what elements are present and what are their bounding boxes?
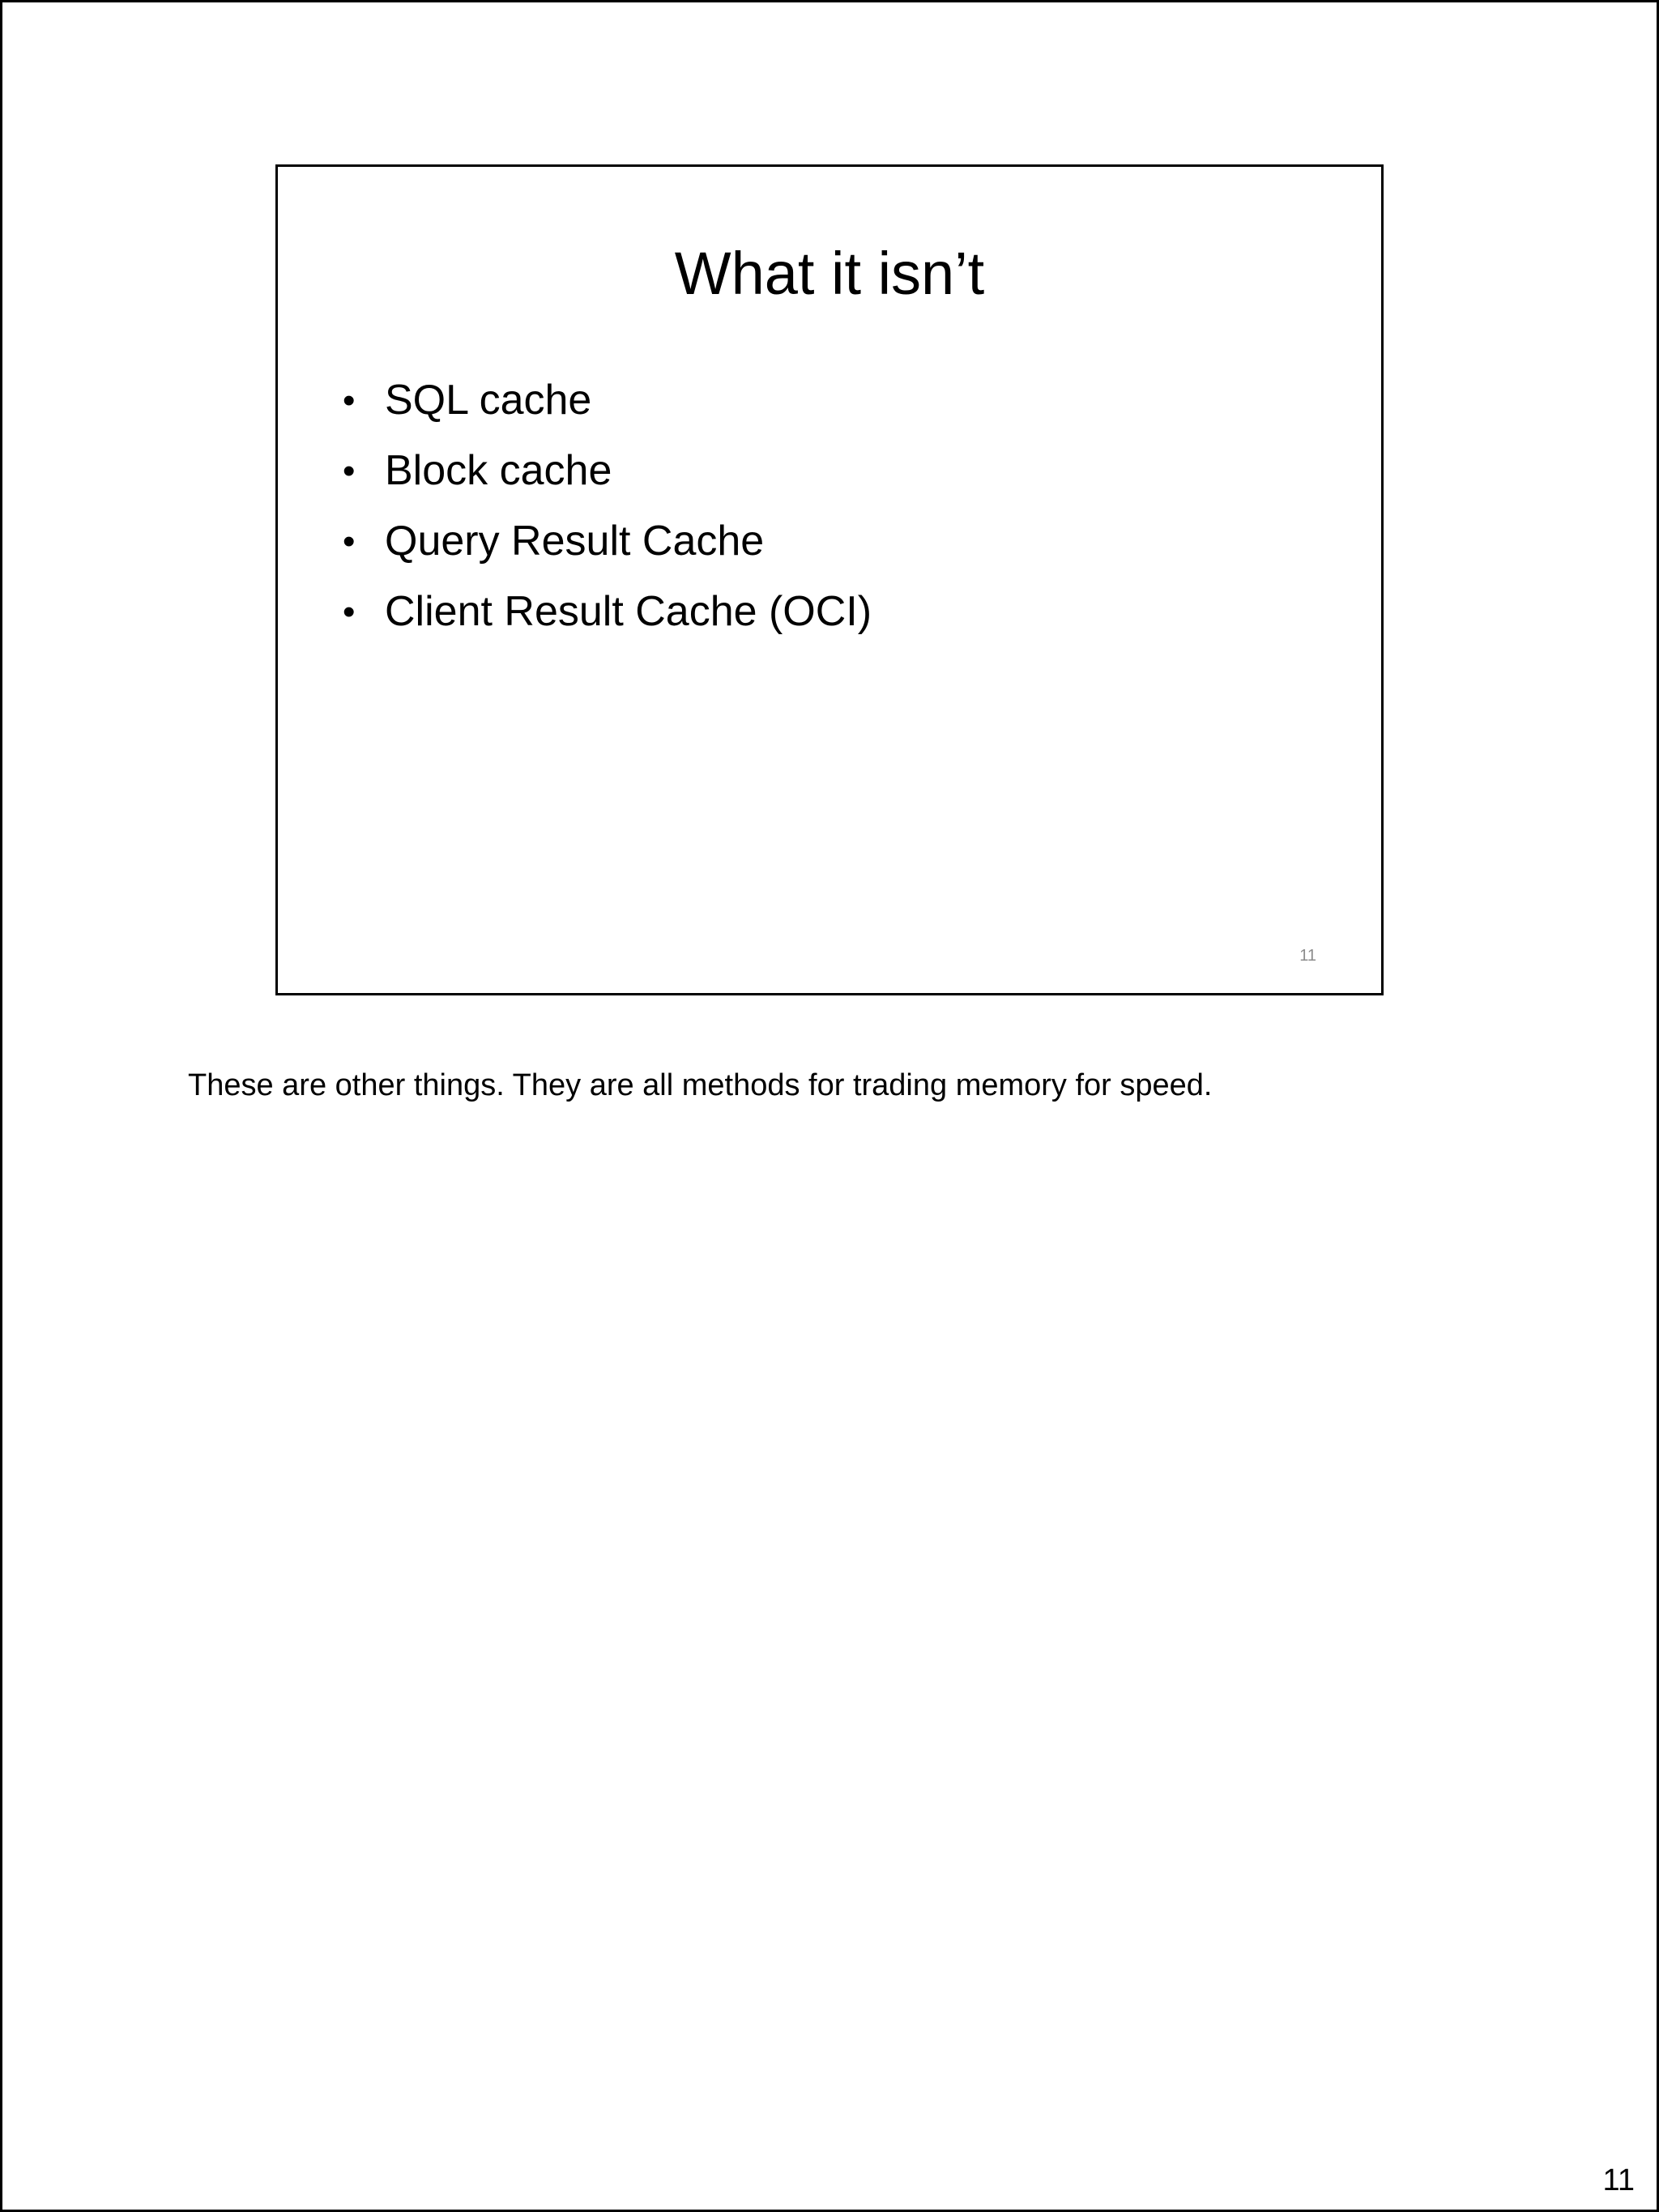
bullet-dot-icon: • xyxy=(343,451,356,491)
bullet-dot-icon: • xyxy=(343,592,356,632)
list-item xyxy=(343,365,872,436)
list-item xyxy=(343,577,872,647)
bullet-list xyxy=(343,365,872,647)
slide-number: 11 xyxy=(1299,947,1316,965)
speaker-notes: These are other things. They are all methods for trading memory for speed. xyxy=(188,1068,1213,1102)
bullet-dot-icon: • xyxy=(343,522,356,561)
bullet-text: SQL cache xyxy=(385,377,592,424)
slide-title: What it isn’t xyxy=(674,240,985,307)
bullet-text: Query Result Cache xyxy=(385,518,765,565)
list-item xyxy=(343,506,872,577)
slide-thumbnail xyxy=(275,164,1384,995)
bullet-text: Client Result Cache (OCI) xyxy=(385,588,872,635)
bullet-dot-icon: • xyxy=(343,381,356,420)
list-item xyxy=(343,436,872,506)
page-number: 11 xyxy=(1602,2163,1635,2197)
bullet-text: Block cache xyxy=(385,447,612,494)
